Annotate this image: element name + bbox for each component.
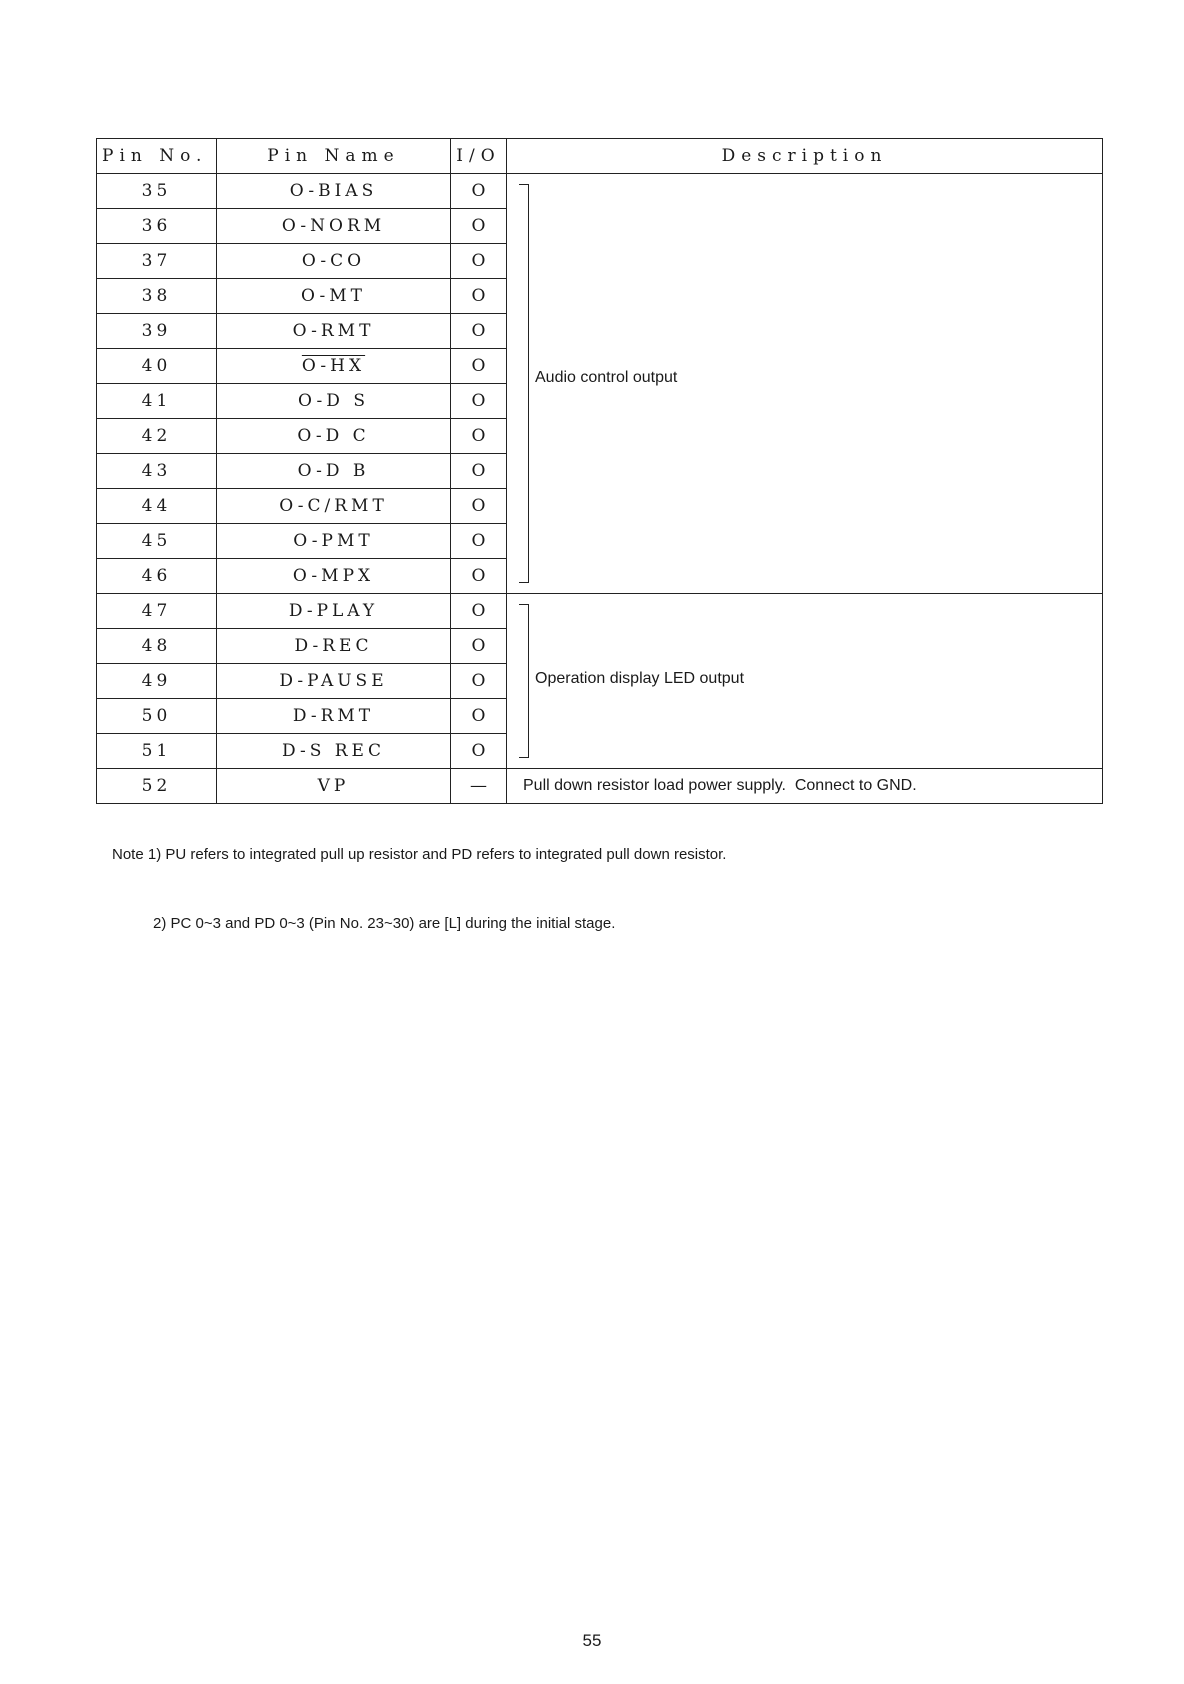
audio-group-description: [507, 174, 1103, 594]
pin-io: O: [451, 699, 507, 734]
pin-name: O-RMT: [217, 314, 451, 349]
pin-name: D-S REC: [217, 734, 451, 769]
pin-name: O-MPX: [217, 559, 451, 594]
pin-name: O-D S: [217, 384, 451, 419]
note-1: Note 1) PU refers to integrated pull up resistor and PD refers to integrated pull down resistor.: [112, 846, 727, 863]
pin-number: 45: [97, 524, 217, 559]
pin-name: D-PLAY: [217, 594, 451, 629]
pin-io: O: [451, 559, 507, 594]
pin-name: O-D C: [217, 419, 451, 454]
pin-description-table: [96, 138, 1103, 804]
pin-io: O: [451, 244, 507, 279]
pin-io: O: [451, 174, 507, 209]
pin-name: D-PAUSE: [217, 664, 451, 699]
header-io: I/O: [451, 139, 507, 174]
pin-io: O: [451, 314, 507, 349]
footnotes: [112, 797, 726, 958]
header-pin-no: Pin No.: [97, 139, 217, 174]
pin-io: O: [451, 454, 507, 489]
pin-name: O-C/RMT: [217, 489, 451, 524]
pin-number: 44: [97, 489, 217, 524]
vp-description-text: Pull down resistor load power supply. Connect to GND.: [523, 777, 917, 794]
pin-number: 40: [97, 349, 217, 384]
pin-io: —: [451, 769, 507, 804]
led-group-description: [507, 594, 1103, 769]
table-row: [97, 174, 1103, 209]
pin-number: 47: [97, 594, 217, 629]
pin-number: 42: [97, 419, 217, 454]
pin-number: 37: [97, 244, 217, 279]
header-description: Description: [507, 139, 1103, 174]
pin-name: O-CO: [217, 244, 451, 279]
group-bracket: [519, 604, 529, 758]
pin-number: 48: [97, 629, 217, 664]
pin-name: O-MT: [217, 279, 451, 314]
pin-io: O: [451, 664, 507, 699]
pin-number: 35: [97, 174, 217, 209]
pin-number: 52: [97, 769, 217, 804]
pin-io: O: [451, 419, 507, 454]
pin-name: D-REC: [217, 629, 451, 664]
pin-name: O-D B: [217, 454, 451, 489]
pin-name: O-PMT: [217, 524, 451, 559]
table-header-row: [97, 139, 1103, 174]
pin-io: O: [451, 594, 507, 629]
pin-number: 36: [97, 209, 217, 244]
pin-io: O: [451, 384, 507, 419]
pin-name: D-RMT: [217, 699, 451, 734]
note-2: 2) PC 0~3 and PD 0~3 (Pin No. 23~30) are [L] during the initial stage.: [153, 915, 616, 932]
pin-io: O: [451, 629, 507, 664]
pin-name: O-NORM: [217, 209, 451, 244]
pin-number: 43: [97, 454, 217, 489]
pin-io: O: [451, 349, 507, 384]
pin-name: O-BIAS: [217, 174, 451, 209]
pin-number: 38: [97, 279, 217, 314]
pin-number: 39: [97, 314, 217, 349]
pin-io: O: [451, 489, 507, 524]
pin-name: VP: [217, 769, 451, 804]
pin-io: O: [451, 279, 507, 314]
pin-number: 51: [97, 734, 217, 769]
pin-number: 41: [97, 384, 217, 419]
header-pin-name: Pin Name: [217, 139, 451, 174]
pin-io: O: [451, 524, 507, 559]
led-group-label: Operation display LED output: [535, 670, 745, 687]
pin-name: [217, 349, 451, 384]
group-bracket: [519, 184, 529, 583]
active-low-pin-name: O-HX: [301, 356, 366, 376]
pin-number: 46: [97, 559, 217, 594]
pin-io: O: [451, 734, 507, 769]
pin-io: O: [451, 209, 507, 244]
pin-number: 49: [97, 664, 217, 699]
audio-group-label: Audio control output: [535, 369, 678, 386]
pin-number: 50: [97, 699, 217, 734]
page-number: 55: [582, 1631, 602, 1650]
table-row: [97, 594, 1103, 629]
